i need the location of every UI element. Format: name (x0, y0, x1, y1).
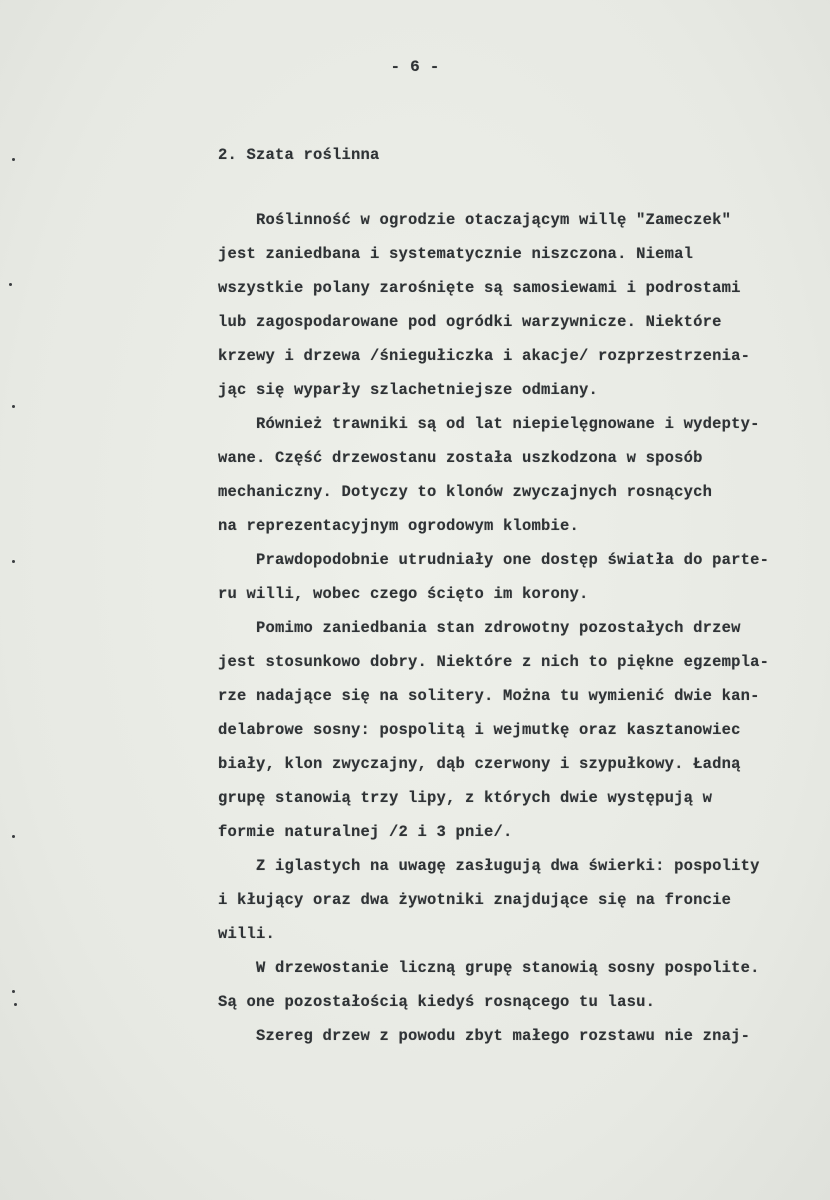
text-line: mechaniczny. Dotyczy to klonów zwyczajnych rosnących (218, 483, 713, 501)
text-line: Szereg drzew z powodu zbyt małego rozstawu nie znaj- (256, 1027, 751, 1045)
text-line: i kłujący oraz dwa żywotniki znajdujące się na froncie (218, 891, 732, 909)
text-line: Również trawniki są od lat niepielęgnowane i wydepty- (256, 415, 760, 433)
text-line: Z iglastych na uwagę zasługują dwa świerki: pospolity (256, 857, 760, 875)
text-line: na reprezentacyjnym ogrodowym klombie. (218, 517, 580, 535)
text-line: wane. Część drzewostanu została uszkodzona w sposób (218, 449, 703, 467)
margin-mark (9, 283, 12, 286)
margin-mark (14, 1003, 17, 1006)
text-line: Roślinność w ogrodzie otaczającym willę "Zameczek" (256, 211, 732, 229)
text-line: jest zaniedbana i systematycznie niszczona. Niemal (218, 245, 694, 263)
text-line: wszystkie polany zarośnięte są samosiewami i podrostami (218, 279, 741, 297)
text-line: Są one pozostałością kiedyś rosnącego tu lasu. (218, 993, 656, 1011)
text-line: Prawdopodobnie utrudniały one dostęp światła do parte- (256, 551, 770, 569)
text-line: grupę stanowią trzy lipy, z których dwie występują w (218, 789, 713, 807)
text-line: W drzewostanie liczną grupę stanowią sosny pospolite. (256, 959, 760, 977)
page-number: - 6 - (390, 58, 440, 76)
text-line: rze nadające się na solitery. Można tu wymienić dwie kan- (218, 687, 760, 705)
margin-mark (12, 990, 15, 993)
text-line: biały, klon zwyczajny, dąb czerwony i szypułkowy. Ładną (218, 755, 741, 773)
text-line: Pomimo zaniedbania stan zdrowotny pozostałych drzew (256, 619, 741, 637)
text-line: formie naturalnej /2 i 3 pnie/. (218, 823, 513, 841)
margin-mark (12, 405, 15, 408)
margin-mark (12, 158, 15, 161)
text-line: ru willi, wobec czego ścięto im korony. (218, 585, 589, 603)
text-line: krzewy i drzewa /śniegułiczka i akacje/ rozprzestrzenia- (218, 347, 751, 365)
section-heading: 2. Szata roślinna (218, 146, 380, 164)
text-line: delabrowe sosny: pospolitą i wejmutkę oraz kasztanowiec (218, 721, 741, 739)
margin-mark (12, 835, 15, 838)
margin-mark (12, 560, 15, 563)
text-line: lub zagospodarowane pod ogródki warzywnicze. Niektóre (218, 313, 722, 331)
text-line: jest stosunkowo dobry. Niektóre z nich to piękne egzempla- (218, 653, 770, 671)
text-line: willi. (218, 925, 276, 943)
text-line: jąc się wyparły szlachetniejsze odmiany. (218, 381, 599, 399)
